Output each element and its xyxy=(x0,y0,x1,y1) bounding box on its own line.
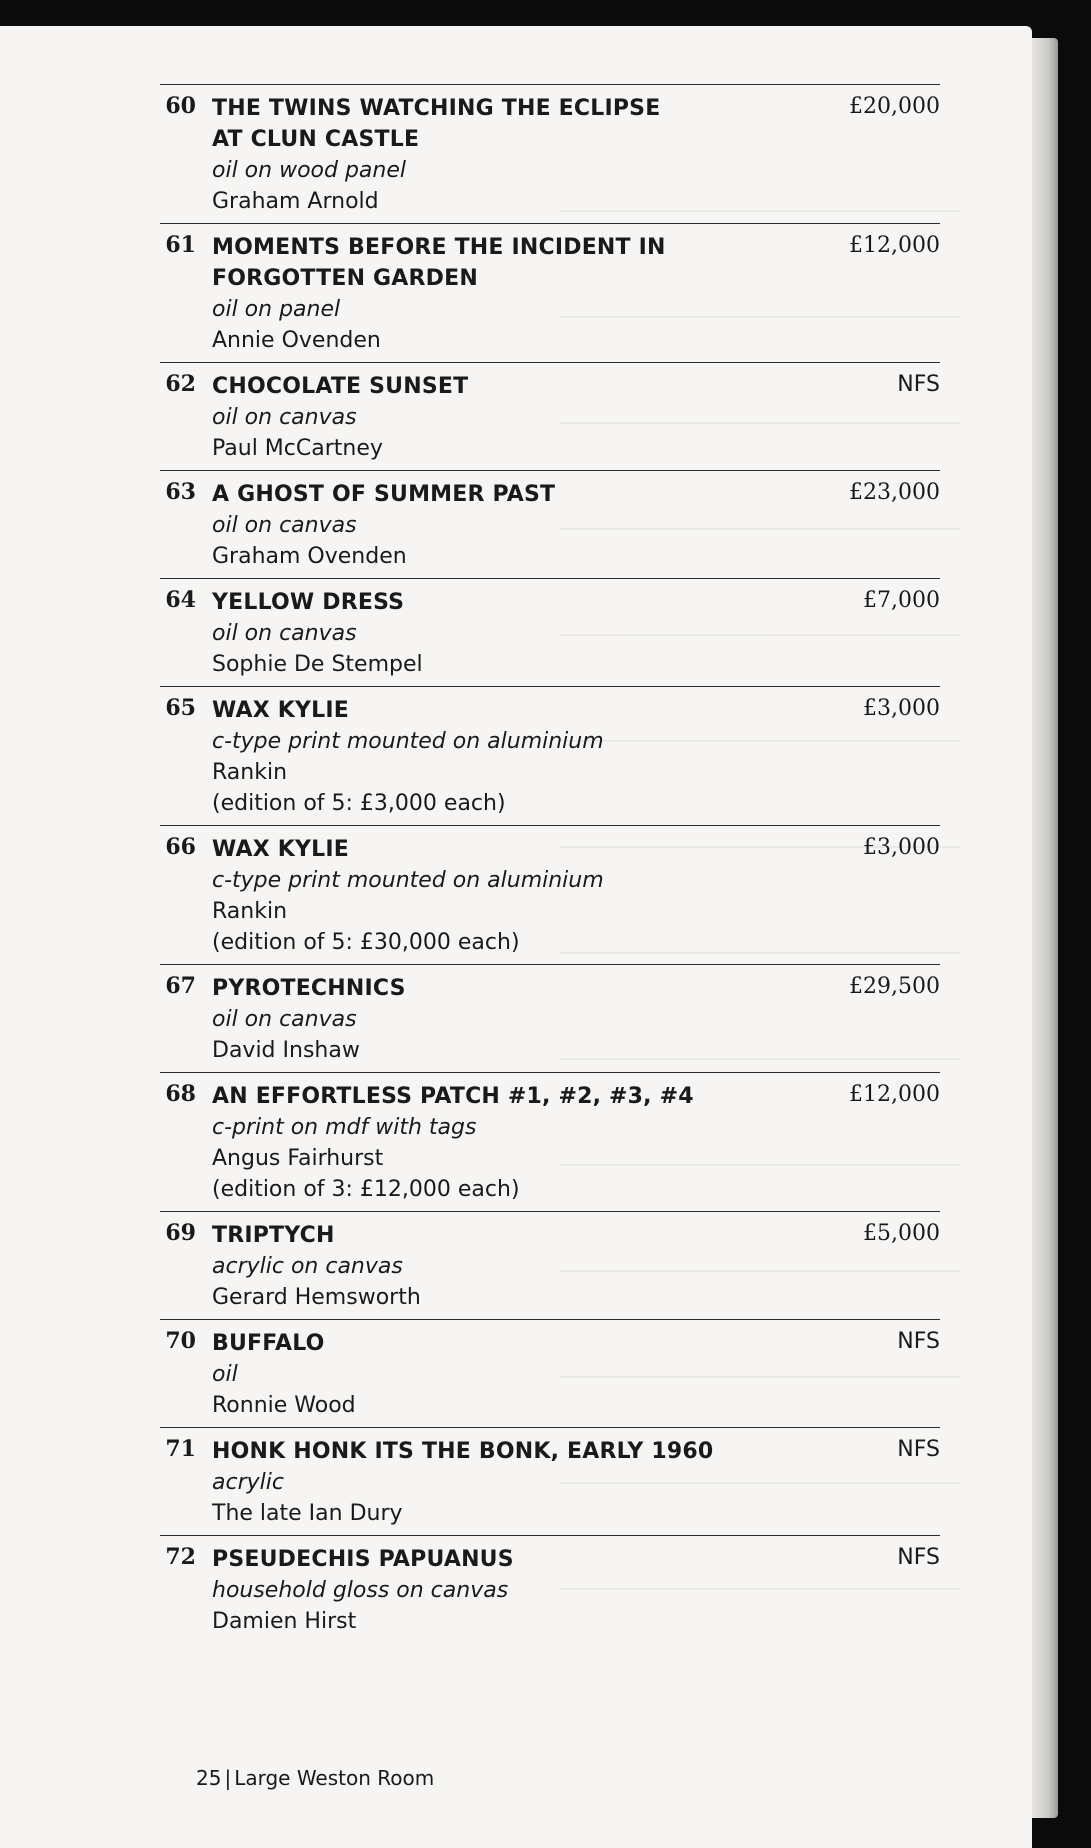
entry-details xyxy=(212,1073,772,1211)
entry-details xyxy=(212,85,772,223)
catalogue-entry xyxy=(160,578,940,686)
artwork-price: £12,000 xyxy=(849,1082,940,1107)
catalogue-entry xyxy=(160,1072,940,1211)
artwork-price: £23,000 xyxy=(849,480,940,505)
entry-details xyxy=(212,579,772,686)
lot-number: 62 xyxy=(165,371,196,397)
catalogue-entry xyxy=(160,1427,940,1535)
catalogue-entry xyxy=(160,1211,940,1319)
artwork-title: THE TWINS WATCHING THE ECLIPSE xyxy=(212,96,661,121)
footer-separator: | xyxy=(224,1766,232,1790)
artist-name: The late Ian Dury xyxy=(212,1501,403,1526)
entry-details xyxy=(212,965,772,1072)
artwork-medium: c-type print mounted on aluminium xyxy=(212,729,604,754)
catalogue-entry xyxy=(160,470,940,578)
artwork-medium: oil on canvas xyxy=(212,621,357,646)
artwork-medium: oil xyxy=(212,1362,238,1387)
artist-name: Graham Arnold xyxy=(212,189,379,214)
artwork-medium: c-print on mdf with tags xyxy=(212,1115,477,1140)
catalogue-entry xyxy=(160,1319,940,1427)
artwork-title: BUFFALO xyxy=(212,1331,325,1356)
artwork-medium: oil on panel xyxy=(212,297,341,322)
lot-number: 64 xyxy=(165,587,196,613)
artwork-medium: oil on wood panel xyxy=(212,158,406,183)
artwork-title: MOMENTS BEFORE THE INCIDENT IN xyxy=(212,235,666,260)
artwork-title: AT CLUN CASTLE xyxy=(212,127,420,152)
artwork-title: TRIPTYCH xyxy=(212,1223,335,1248)
lot-number: 68 xyxy=(165,1081,196,1107)
artist-name: Angus Fairhurst xyxy=(212,1146,384,1171)
artwork-medium: oil on canvas xyxy=(212,405,357,430)
artist-name: Damien Hirst xyxy=(212,1609,357,1634)
artist-name: Annie Ovenden xyxy=(212,328,381,353)
artwork-title: A GHOST OF SUMMER PAST xyxy=(212,482,556,507)
catalogue-entry xyxy=(160,964,940,1072)
artwork-title: WAX KYLIE xyxy=(212,698,349,723)
artwork-medium: acrylic on canvas xyxy=(212,1254,403,1279)
artwork-medium: oil on canvas xyxy=(212,1007,357,1032)
catalogue-entry xyxy=(160,825,940,964)
lot-number: 70 xyxy=(165,1328,196,1354)
lot-number: 61 xyxy=(165,232,196,258)
artist-name: Paul McCartney xyxy=(212,436,383,461)
lot-number: 67 xyxy=(165,973,196,999)
artist-name: Gerard Hemsworth xyxy=(212,1285,421,1310)
artist-name: Rankin xyxy=(212,899,288,924)
catalogue-entry xyxy=(160,223,940,362)
entry-details xyxy=(212,1320,772,1427)
artwork-medium: household gloss on canvas xyxy=(212,1578,509,1603)
catalogue-list xyxy=(160,84,940,1643)
entry-details xyxy=(212,224,772,362)
lot-number: 69 xyxy=(165,1220,196,1246)
room-name: Large Weston Room xyxy=(234,1766,435,1790)
entry-details xyxy=(212,1428,772,1535)
artist-name: Sophie De Stempel xyxy=(212,652,423,677)
artwork-price: NFS xyxy=(897,1437,940,1462)
artwork-title: WAX KYLIE xyxy=(212,837,349,862)
entry-details xyxy=(212,363,772,470)
artwork-price: £12,000 xyxy=(849,233,940,258)
page-number: 25 xyxy=(196,1766,222,1790)
lot-number: 65 xyxy=(165,695,196,721)
edition-note: (edition of 5: £30,000 each) xyxy=(212,930,520,955)
artwork-price: £3,000 xyxy=(863,835,940,860)
artwork-title: PSEUDECHIS PAPUANUS xyxy=(212,1547,514,1572)
page-footer xyxy=(196,1766,434,1790)
artist-name: David Inshaw xyxy=(212,1038,360,1063)
entry-details xyxy=(212,826,772,964)
edition-note: (edition of 5: £3,000 each) xyxy=(212,791,506,816)
page-edge xyxy=(1028,38,1058,1818)
entry-details xyxy=(212,471,772,578)
artist-name: Graham Ovenden xyxy=(212,544,407,569)
artwork-title: PYROTECHNICS xyxy=(212,976,406,1001)
artwork-price: £29,500 xyxy=(849,974,940,999)
artwork-title: YELLOW DRESS xyxy=(212,590,405,615)
lot-number: 66 xyxy=(165,834,196,860)
catalogue-entry xyxy=(160,1535,940,1643)
lot-number: 60 xyxy=(165,93,196,119)
artwork-title: CHOCOLATE SUNSET xyxy=(212,374,469,399)
entry-details xyxy=(212,1536,772,1643)
artwork-price: £20,000 xyxy=(849,94,940,119)
artwork-medium: acrylic xyxy=(212,1470,284,1495)
artwork-price: £5,000 xyxy=(863,1221,940,1246)
edition-note: (edition of 3: £12,000 each) xyxy=(212,1177,520,1202)
artwork-price: NFS xyxy=(897,1329,940,1354)
catalogue-entry xyxy=(160,84,940,223)
artwork-title: AN EFFORTLESS PATCH #1, #2, #3, #4 xyxy=(212,1084,694,1109)
artwork-price: NFS xyxy=(897,372,940,397)
artwork-price: £3,000 xyxy=(863,696,940,721)
entry-details xyxy=(212,1212,772,1319)
artist-name: Rankin xyxy=(212,760,288,785)
artwork-medium: c-type print mounted on aluminium xyxy=(212,868,604,893)
lot-number: 63 xyxy=(165,479,196,505)
artwork-title: HONK HONK ITS THE BONK, EARLY 1960 xyxy=(212,1439,714,1464)
artwork-price: £7,000 xyxy=(863,588,940,613)
artwork-title: FORGOTTEN GARDEN xyxy=(212,266,478,291)
artist-name: Ronnie Wood xyxy=(212,1393,356,1418)
catalogue-entry xyxy=(160,362,940,470)
artwork-price: NFS xyxy=(897,1545,940,1570)
catalogue-entry xyxy=(160,686,940,825)
lot-number: 71 xyxy=(165,1436,196,1462)
artwork-medium: oil on canvas xyxy=(212,513,357,538)
entry-details xyxy=(212,687,772,825)
lot-number: 72 xyxy=(165,1544,196,1570)
